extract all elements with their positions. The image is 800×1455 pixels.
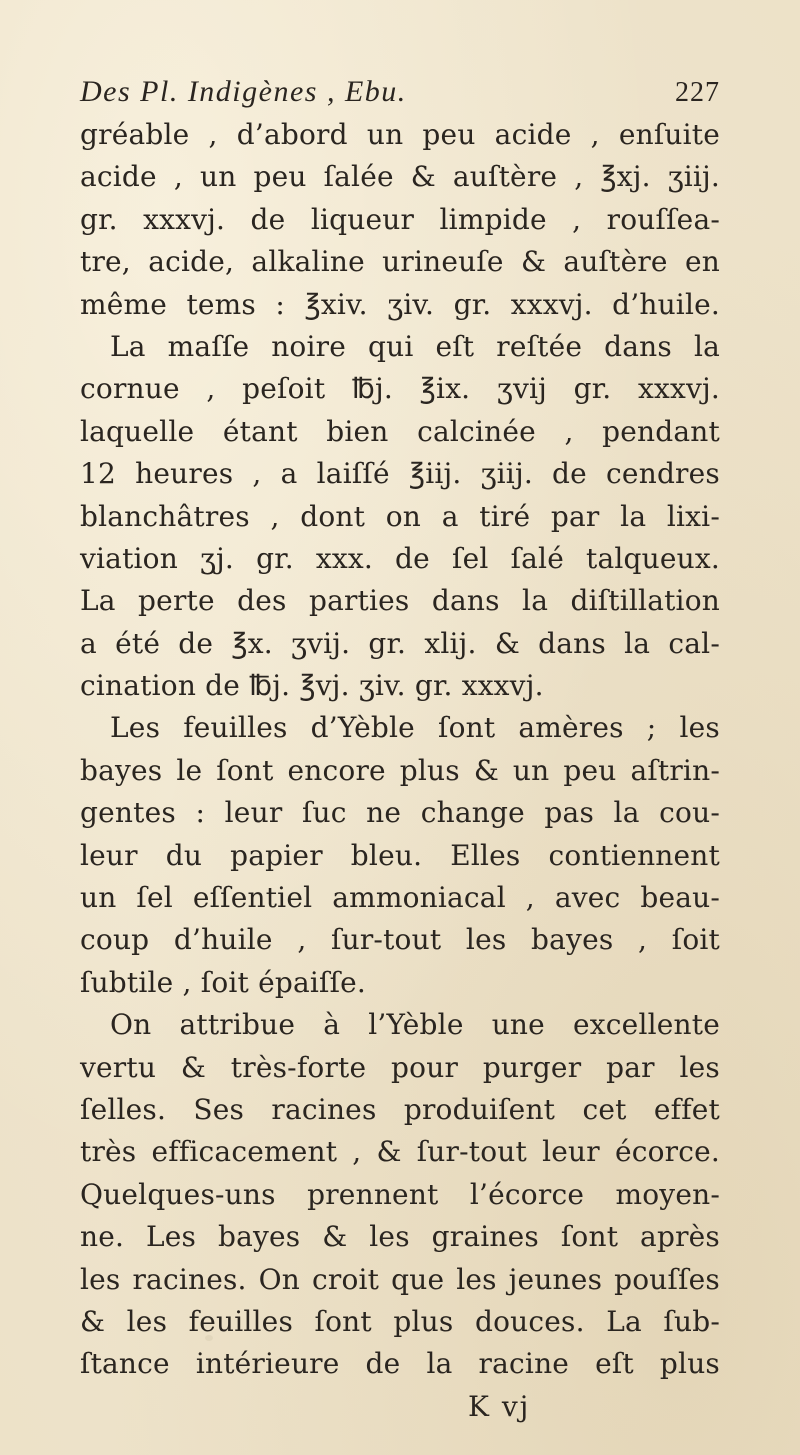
paragraph-start-line: La maſſe noire qui eſt reſtée dans la <box>110 329 720 363</box>
text-line: gentes : leur ſuc ne change pas la cou- <box>80 796 720 830</box>
text-line: viation ʒj. gr. xxx. de ſel ſalé talqueux. <box>80 541 720 575</box>
text-line: les racines. On croit que les jeunes pouſſes <box>80 1262 720 1296</box>
book-page <box>80 70 720 1428</box>
body-text <box>80 114 720 1386</box>
text-line: La perte des parties dans la diſtillation <box>80 584 720 618</box>
text-line: cination de ℔j. ℥vj. ʒiv. gr. xxxvj. <box>80 669 544 703</box>
text-line: a été de ℥x. ʒvij. gr. xlij. & dans la cal- <box>80 626 720 660</box>
text-line: vertu & très-forte pour purger par les <box>80 1050 720 1084</box>
signature-mark: K vj <box>468 1389 531 1423</box>
text-line: très efficacement , & ſur-tout leur écorce. <box>80 1135 720 1169</box>
text-line: même tems : ℥xiv. ʒiv. gr. xxxvj. d’huile. <box>80 287 720 321</box>
text-line: ſubtile , ſoit épaiſſe. <box>80 965 367 999</box>
text-line: bayes le ſont encore plus & un peu aſtrin- <box>80 753 720 787</box>
text-line: gr. xxxvj. de liqueur limpide , rouſſea- <box>80 202 720 236</box>
text-line: un ſel eſſentiel ammoniacal , avec beau- <box>80 881 720 915</box>
text-line: & les feuilles ſont plus douces. La ſub- <box>80 1304 720 1338</box>
paragraph-start-line: On attribue à l’Yèble une excellente <box>110 1008 720 1042</box>
text-line: ſelles. Ses racines produiſent cet effet <box>80 1092 720 1126</box>
running-head <box>80 70 720 114</box>
text-line: tre, acide, alkaline urineuſe & auſtère en <box>80 245 720 279</box>
text-line: blanchâtres , dont on a tiré par la lixi- <box>80 499 720 533</box>
page-number: 227 <box>675 77 720 108</box>
text-line: leur du papier bleu. Elles contiennent <box>80 838 720 872</box>
text-line: coup d’huile , ſur-tout les bayes , ſoit <box>80 923 720 957</box>
text-line: acide , un peu ſalée & auſtère , ℥xj. ʒiij. <box>80 160 720 194</box>
text-line: laquelle étant bien calcinée , pendant <box>80 414 720 448</box>
text-line: ſtance intérieure de la racine eſt plus <box>80 1347 720 1381</box>
running-head-title: Des Pl. Indigènes , Ebu. <box>80 75 407 108</box>
text-line: ne. Les bayes & les graines ſont après <box>80 1220 720 1254</box>
paragraph-start-line: Les feuilles d’Yèble ſont amères ; les <box>110 711 720 745</box>
text-line: Quelques-uns prennent l’écorce moyen- <box>80 1177 720 1211</box>
text-line: gréable , d’abord un peu acide , enſuite <box>80 118 720 151</box>
text-line: cornue , peſoit ℔j. ℥ix. ʒvij gr. xxxvj. <box>80 372 720 406</box>
text-line: 12 heures , a laiſſé ℥iij. ʒiij. de cendres <box>80 457 720 491</box>
